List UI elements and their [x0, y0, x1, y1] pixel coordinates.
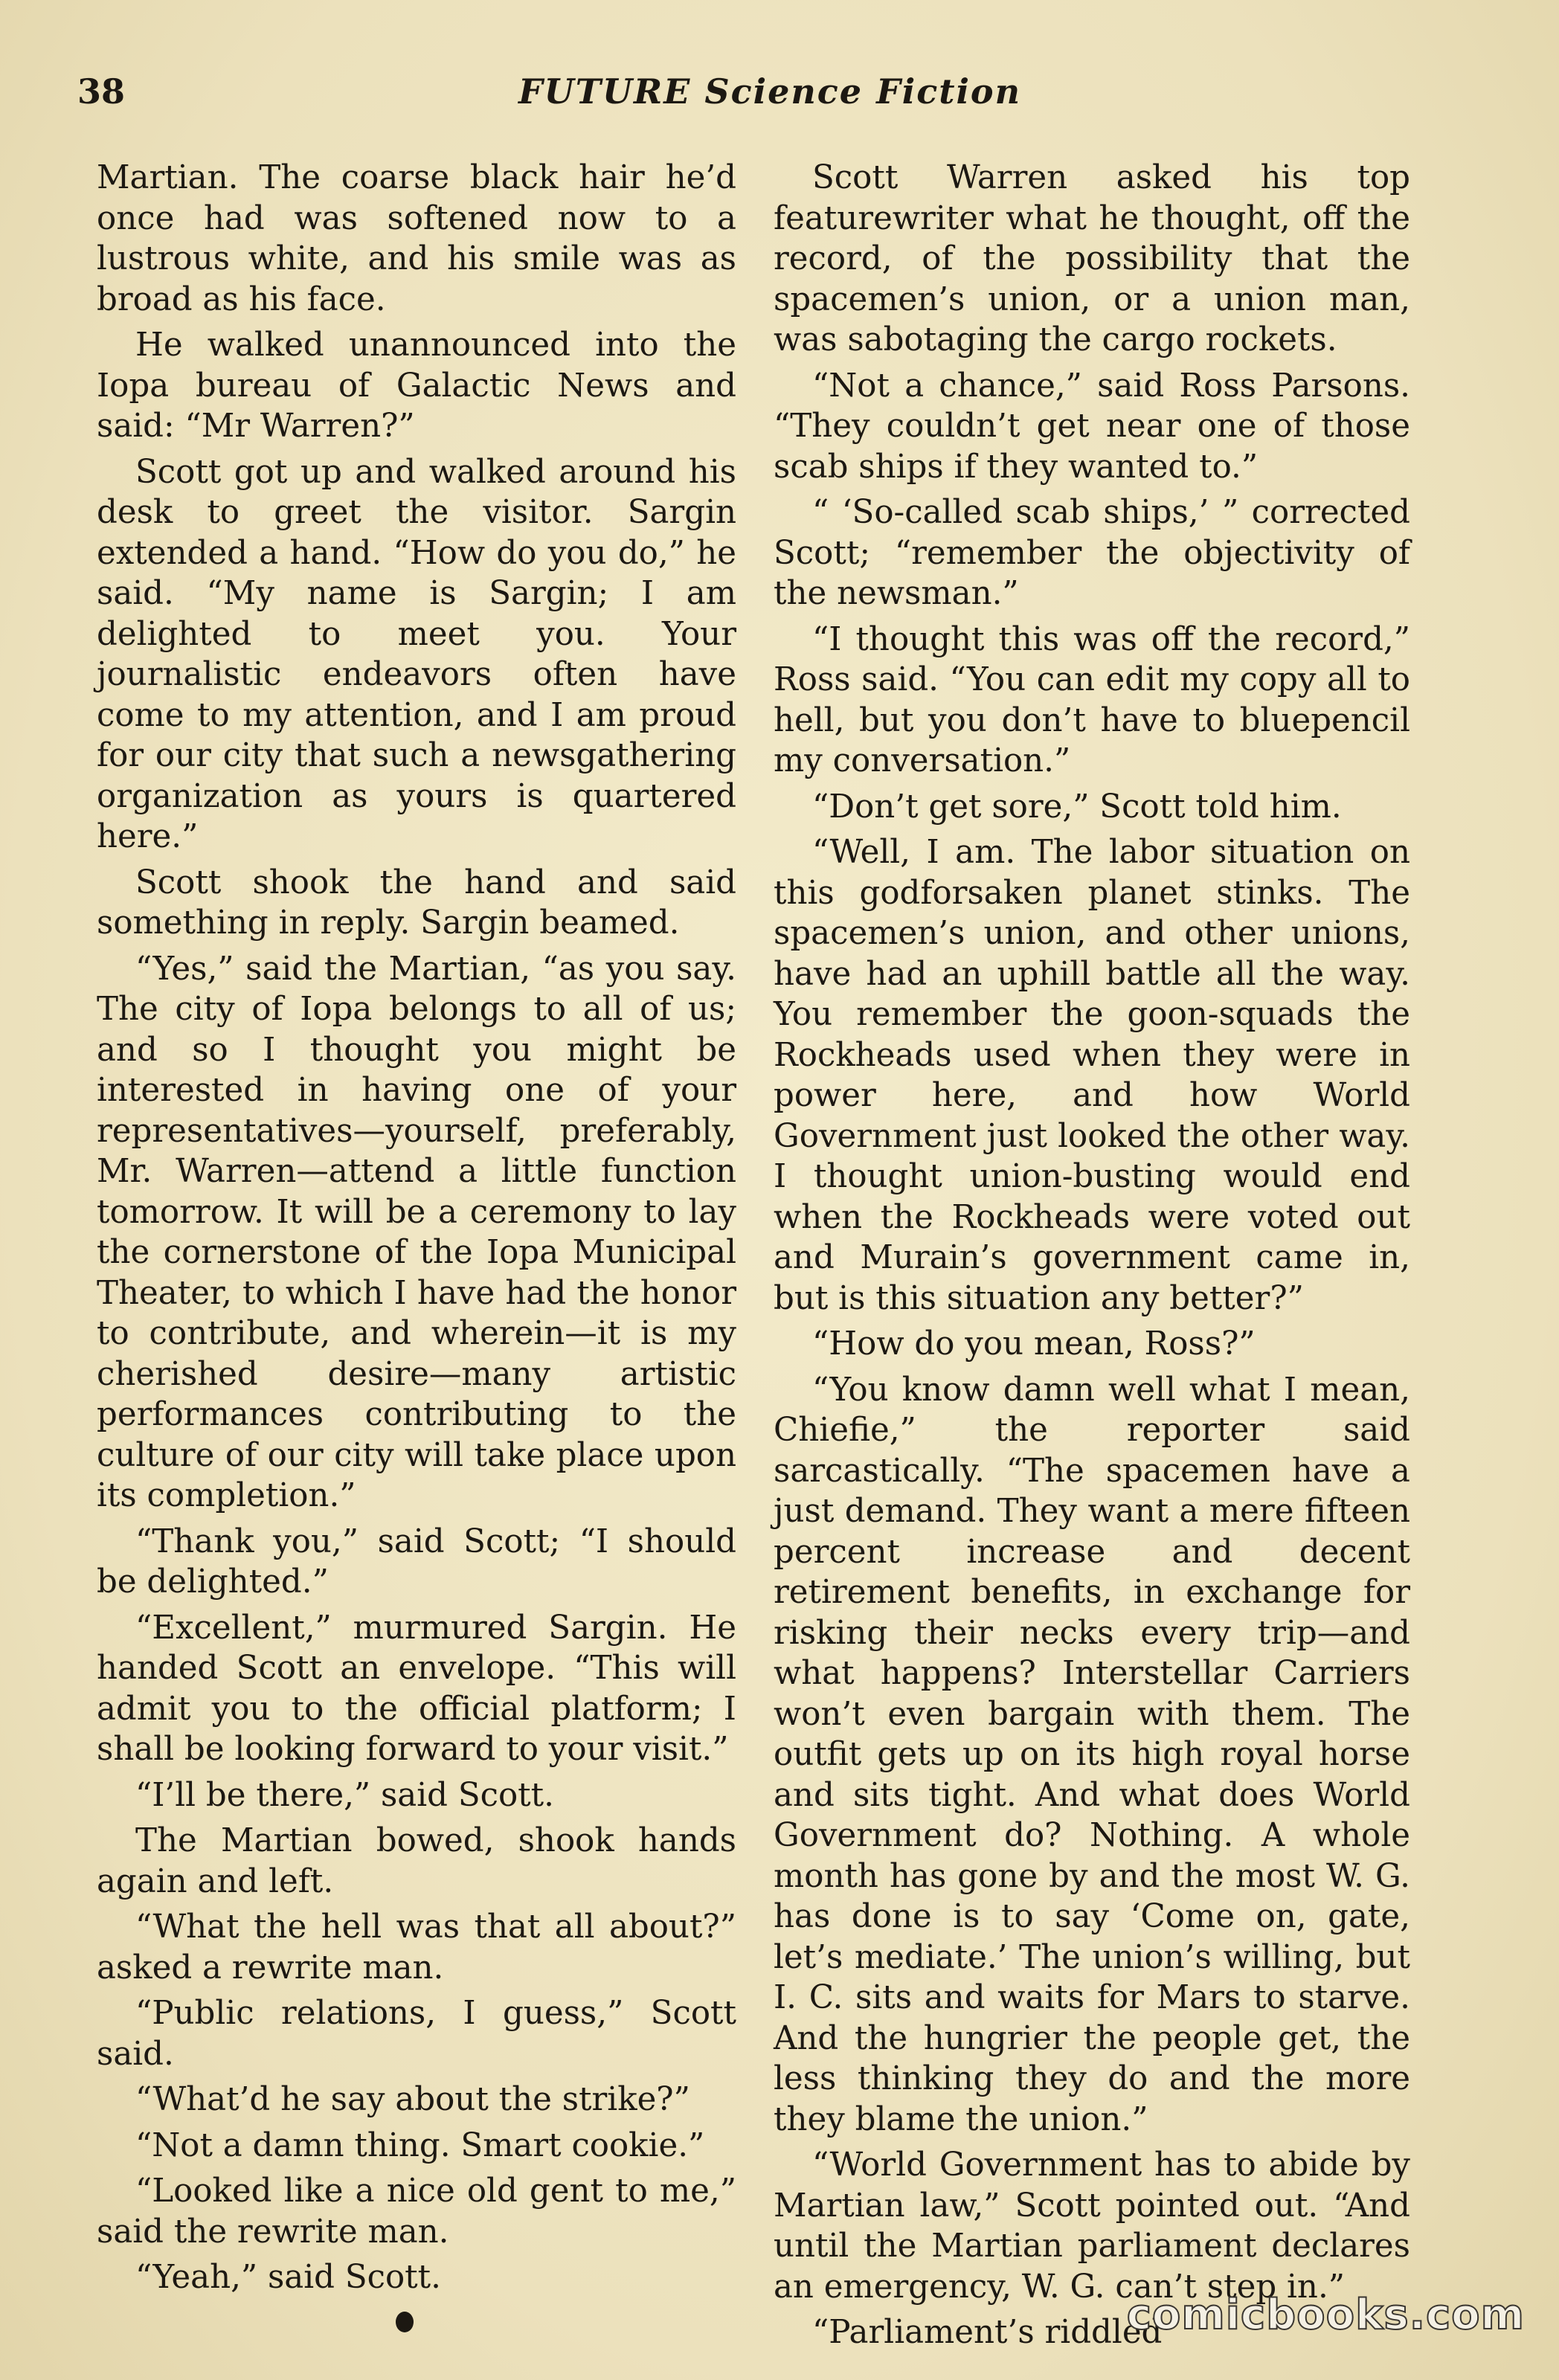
paragraph: He walked unannounced into the Iopa bureau of Galactic News and said: “Mr Warren?” [97, 327, 736, 445]
paragraph: “Looked like a nice old gent to me,” said the rewrite man. [97, 2172, 736, 2251]
paragraph: “I’ll be there,” said Scott. [135, 1776, 554, 1814]
bullet-mark [396, 2312, 414, 2332]
paragraph: Scott got up and walked around his desk to greet the visitor. Sargin extended a hand. “How do you do,” he said. “My name is Sargin; I am delighted to meet you. Your journalistic endeavors often have come to my attention, and I am proud for our city that such a newsgathering organization as yours is quartered here.” [97, 453, 736, 855]
paragraph: “Public relations, I guess,” Scott said. [97, 1995, 736, 2073]
paragraph: Martian. The coarse black hair he’d once had was softened now to a lustrous white, and his smile was as broad as his face. [97, 159, 736, 318]
page-number: 38 [77, 71, 126, 112]
left-column [97, 158, 736, 2303]
paragraph: “You know damn well what I mean, Chiefie,” the reporter said sarcastically. “The spacemen have a just demand. They want a mere fifteen percent increase and decent retirement benefits, in exchange for risking their necks every trip—and what happens? Interstellar Carriers won’t even bargain with them. The outfit gets up on its high royal horse and sits tight. And what does World Government do? Nothing. A whole month has gone by and the most W. G. has done is to say ‘Come on, gate, let’s mediate.’ The union’s willing, but I. C. sits and waits for Mars to starve. And the hungrier the people get, the less thinking they do and the more they blame the union.” [774, 1371, 1410, 2138]
paragraph: “Well, I am. The labor situation on this godforsaken planet stinks. The spacemen’s union, and other unions, have had an uphill battle all the way. You remember the goon-squads the Rockheads used when they were in power here, and how World Government just looked the other way. I thought union-busting would end when the Rockheads were voted out and Murain’s government came in, but is this situation any better?” [774, 834, 1410, 1317]
paragraph: “What the hell was that all about?” asked a rewrite man. [97, 1908, 736, 1987]
paragraph: “What’d he say about the strike?” [135, 2081, 690, 2118]
paragraph: The Martian bowed, shook hands again and left. [97, 1822, 736, 1900]
paragraph: “I thought this was off the record,” Ross said. “You can edit my copy all to hell, but you don’t have to bluepencil my conversation.” [774, 620, 1410, 779]
paragraph: “How do you mean, Ross?” [812, 1325, 1256, 1363]
right-column [774, 158, 1410, 2358]
paragraph: “Yeah,” said Scott. [135, 2259, 441, 2296]
magazine-title: FUTURE Science Fiction [518, 71, 1022, 112]
paragraph: “Don’t get sore,” Scott told him. [812, 788, 1342, 826]
paragraph: “Parliament’s riddled [812, 2314, 1163, 2351]
paragraph: “Not a chance,” said Ross Parsons. “They couldn’t get near one of those scab ships if they wanted to.” [774, 367, 1410, 486]
paragraph: “Excellent,” murmured Sargin. He handed Scott an envelope. “This will admit you to the official platform; I shall be looking forward to your visit.” [97, 1609, 736, 1768]
paragraph: Scott shook the hand and said something in reply. Sargin beamed. [97, 863, 736, 942]
paragraph: “World Government has to abide by Martian law,” Scott pointed out. “And until the Martian parliament declares an emergency, W. G. can’t step in.” [774, 2146, 1410, 2306]
page-header [77, 71, 1462, 123]
paragraph: Scott Warren asked his top featurewriter what he thought, off the record, of the possibility that the spacemen’s union, or a union man, was sabotaging the cargo rockets. [774, 159, 1410, 358]
paragraph: “Not a damn thing. Smart cookie.” [135, 2126, 705, 2164]
paragraph: “Thank you,” said Scott; “I should be delighted.” [97, 1522, 736, 1601]
watermark-logo: comicbooks.com [1126, 2291, 1525, 2339]
paragraph: “ ‘So-called scab ships,’ ” corrected Scott; “remember the objectivity of the newsman.” [774, 494, 1410, 612]
paragraph: “Yes,” said the Martian, “as you say. The city of Iopa belongs to all of us; and so I thought you might be interested in having one of your representatives—yourself, preferably, Mr. Warren—attend a little function tomorrow. It will be a ceremony to lay the cornerstone of the Iopa Municipal Theater, to which I have had the honor to contribute, and wherein—it is my cherished desire—many artistic performances contributing to the culture of our city will take place upon its completion.” [97, 950, 736, 1514]
